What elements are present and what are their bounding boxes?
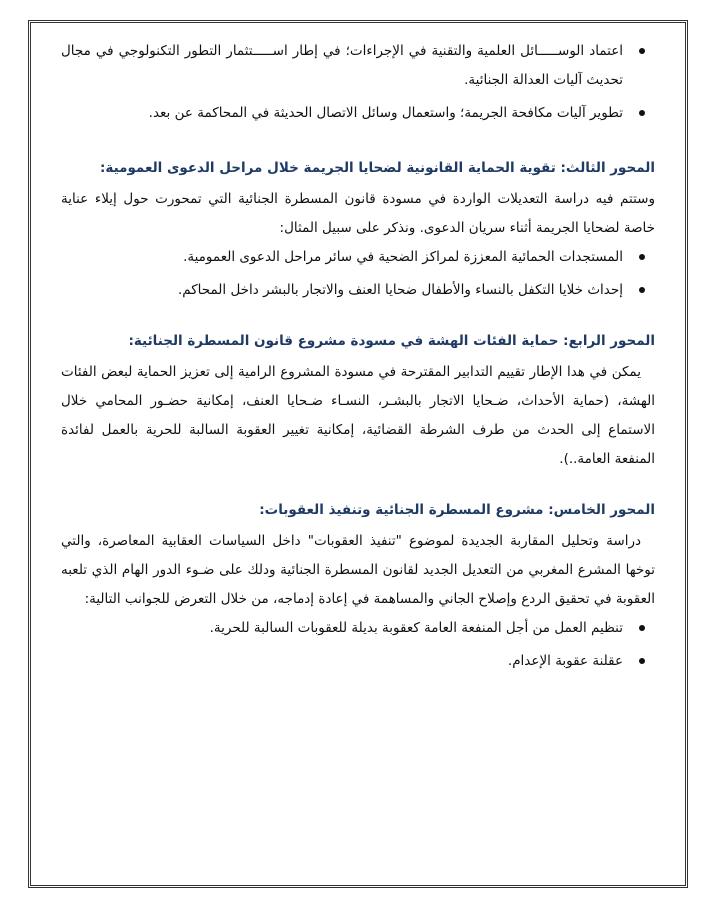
list-item: عقلنة عقوبة الإعدام. (61, 647, 645, 676)
bullet-icon (639, 254, 645, 260)
bullet-icon (639, 658, 645, 664)
page-border (28, 20, 688, 888)
section-5-heading: المحور الخامس: مشروع المسطرة الجنائية وتنفيذ العقوبات: (259, 502, 655, 518)
document-body (61, 37, 655, 680)
bullet-icon (639, 110, 645, 116)
list-item: إحداث خلايا التكفل بالنساء والأطفال ضحايا العنف والاتجار بالبشر داخل المحاكم. (61, 276, 645, 305)
list-item: اعتماد الوســـــائل العلمية والتقنية في الإجراءات؛ في إطار اســـــتثمار التطور التكنولوجي في مجال تحديث آليات العدالة الجنائية. (61, 37, 645, 95)
section-3-paragraph: وستتم فيه دراسة التعديلات الواردة في مسودة قانون المسطرة الجنائية التي تمحورت حول إيلاء عناية خاصة لضحايا الجريمة أثناء سريان الدعوى. ونذكر على سبيل المثال: (61, 191, 655, 236)
list-item: تطوير آليات مكافحة الجريمة؛ واستعمال وسائل الاتصال الحديثة في المحاكمة عن بعد. (61, 99, 645, 128)
section-4-heading: المحور الرابع: حماية الفئات الهشة في مسودة مشروع قانون المسطرة الجنائية: (128, 333, 655, 349)
bullet-icon (639, 48, 645, 54)
list-item: المستجدات الحمائية المعززة لمراكز الضحية في سائر مراحل الدعوى العمومية. (61, 243, 645, 272)
section-4-paragraph: يمكن في هدا الإطار تقييم التدابير المقترحة في مسودة المشروع الرامية إلى تعزيز الحماية لبعض الفئات الهشة، (حماية الأحداث، ضـحايا الاتجار بالبشـر، النسـاء ضـحايا العنف، إمكانية حضـور المحامي خلال الاستماع إلى الحدث من طرف الشرطة القضائية، إمكانية تغيير العقوبة السالبة للحرية بالعمل لفائدة المنفعة العامة..). (61, 364, 655, 467)
top-bullet-list (61, 37, 655, 128)
section-5-paragraph: دراسة وتحليل المقاربة الجديدة لموضوع "تنفيذ العقوبات" داخل السياسات العقابية المعاصرة، والتي توخها المشرع المغربي من التعديل الجديد لقانون المسطرة الجنائية ودلك على ضـوء الدور الهام الذي تلعبه العقوبة في تحقيق الردع وإصلاح الجاني والمساهمة في إعادة إدماجه، من خلال التعرض للجوانب التالية: (61, 533, 655, 607)
list-item: تنظيم العمل من أجل المنفعة العامة كعقوبة بديلة للعقوبات السالبة للحرية. (61, 614, 645, 643)
section-3-bullet-list (61, 243, 655, 305)
bullet-icon (639, 625, 645, 631)
bullet-icon (639, 287, 645, 293)
section-3-heading: المحور الثالث: تقوية الحماية القانونية لضحايا الجريمة خلال مراحل الدعوى العمومية: (100, 160, 655, 176)
section-5-bullet-list (61, 614, 655, 676)
